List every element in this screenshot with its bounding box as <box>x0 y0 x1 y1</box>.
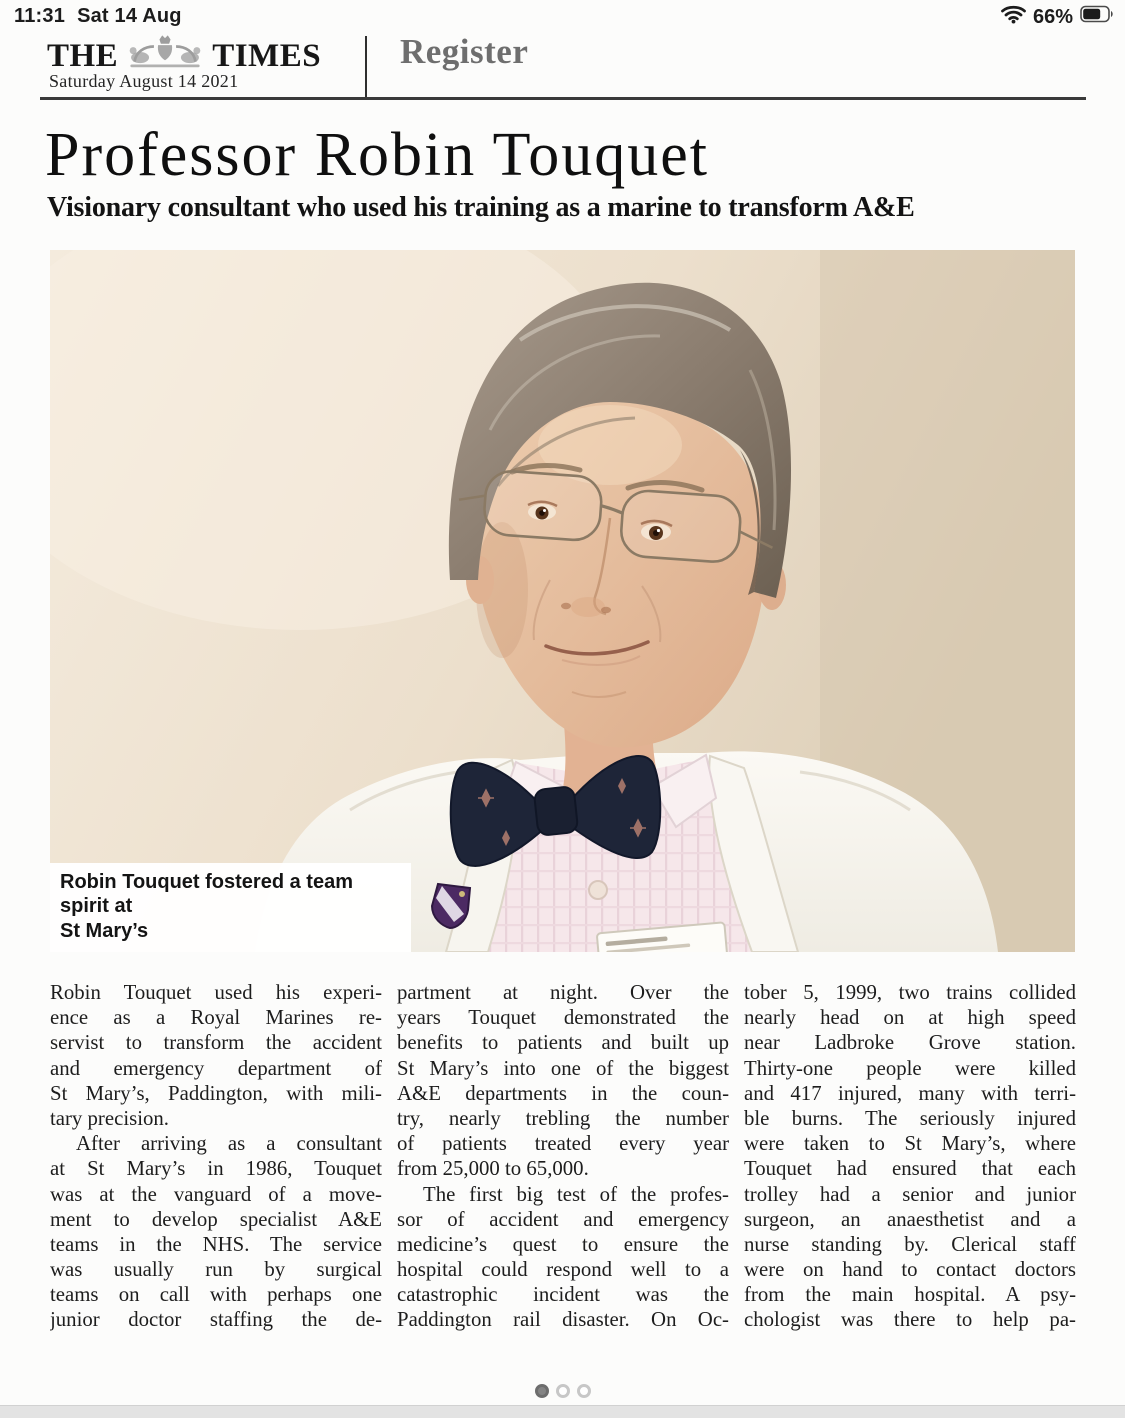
photo-caption-line2: St Mary’s <box>60 919 149 942</box>
body-text-line: and 417 injured, many with terri- <box>744 1081 1076 1105</box>
body-text-line: from 25,000 to 65,000. <box>397 1157 589 1181</box>
article-photo <box>50 250 1075 952</box>
body-text-line: teams on call with perhaps one <box>50 1283 382 1307</box>
battery-percent: 66% <box>1032 5 1073 28</box>
masthead-times: TIMES <box>212 38 322 74</box>
article-subheadline: Visionary consultant who used his training as a marine to transform A&E <box>47 192 915 223</box>
section-title: Register <box>400 32 529 71</box>
body-text-line: tober 5, 1999, two trains collided <box>744 981 1076 1004</box>
body-text-line: catastrophic incident was the <box>397 1283 729 1307</box>
body-text-line: at St Mary’s in 1986, Touquet <box>50 1157 382 1181</box>
page-dot-1[interactable] <box>535 1384 549 1398</box>
status-time-date <box>14 5 182 28</box>
status-time: 11:31 <box>14 5 66 27</box>
body-text-line: chologist was there to help pa- <box>744 1308 1076 1332</box>
article-column-1 <box>50 981 382 1334</box>
body-text-line: After arriving as a consultant <box>76 1132 382 1156</box>
photo-caption <box>50 863 411 952</box>
body-text-line: servist to transform the accident <box>50 1031 382 1055</box>
body-text-line: junior doctor staffing the de- <box>50 1308 382 1332</box>
body-text-line: and emergency department of <box>50 1056 382 1080</box>
body-text-line: were on hand to contact doctors <box>744 1258 1076 1282</box>
body-text-line: Touquet had ensured that each <box>744 1157 1076 1181</box>
body-text-line: try, nearly trebling the number <box>397 1106 729 1130</box>
body-text-line: A&E departments in the coun- <box>397 1081 729 1105</box>
body-text-line: ence as a Royal Marines re- <box>50 1006 382 1030</box>
body-text-line: of patients treated every year <box>397 1132 729 1156</box>
article-headline: Professor Robin Touquet <box>45 121 709 189</box>
masthead-divider <box>365 36 367 97</box>
wifi-icon <box>1001 4 1026 30</box>
body-text-line: medicine’s quest to ensure the <box>397 1232 729 1256</box>
body-text-line: from the main hospital. A psy- <box>744 1283 1076 1307</box>
portrait-illustration <box>50 250 1075 952</box>
body-text-line: nearly head on at high speed <box>744 1006 1076 1030</box>
body-text-line: sor of accident and emergency <box>397 1207 729 1231</box>
body-text-line: St Mary’s into one of the biggest <box>397 1056 729 1080</box>
masthead-rule <box>40 97 1086 100</box>
article-columns <box>50 981 1076 1334</box>
page-dot-2[interactable] <box>556 1384 570 1398</box>
body-text-line: near Ladbroke Grove station. <box>744 1031 1076 1055</box>
body-text-line: partment at night. Over the <box>397 981 729 1004</box>
status-bar <box>0 0 1125 32</box>
body-text-line: surgeon, an anaesthetist and a <box>744 1207 1076 1231</box>
status-date: Sat 14 Aug <box>77 5 182 27</box>
page-indicator <box>535 1384 591 1398</box>
article-column-3 <box>744 981 1076 1334</box>
body-text-line: was usually run by surgical <box>50 1258 382 1282</box>
body-text-line: tary precision. <box>50 1106 169 1130</box>
body-text-line: Thirty-one people were killed <box>744 1056 1076 1080</box>
body-text-line: were taken to St Mary’s, where <box>744 1132 1076 1156</box>
status-indicators <box>1001 4 1115 30</box>
body-text-line: teams in the NHS. The service <box>50 1232 382 1256</box>
masthead-date: Saturday August 14 2021 <box>49 71 239 91</box>
masthead-the: THE <box>47 38 119 74</box>
photo-caption-line1: Robin Touquet fostered a team spirit at <box>60 870 353 918</box>
page-dot-3[interactable] <box>577 1384 591 1398</box>
body-text-line: years Touquet demonstrated the <box>397 1006 729 1030</box>
body-text-line: was at the vanguard of a move- <box>50 1182 382 1206</box>
body-text-line: Paddington rail disaster. On Oc- <box>397 1308 729 1332</box>
body-text-line: ble burns. The seriously injured <box>744 1106 1076 1130</box>
article-column-2 <box>397 981 729 1334</box>
body-text-line: St Mary’s, Paddington, with mili- <box>50 1081 382 1105</box>
bottom-bar <box>0 1405 1125 1418</box>
body-text-line: benefits to patients and built up <box>397 1031 729 1055</box>
battery-icon <box>1080 5 1115 29</box>
body-text-line: trolley had a senior and junior <box>744 1182 1076 1206</box>
body-text-line: Robin Touquet used his experi- <box>50 981 382 1004</box>
body-text-line: The first big test of the profes- <box>423 1182 729 1206</box>
body-text-line: ment to develop specialist A&E <box>50 1207 382 1231</box>
body-text-line: hospital could respond well to a <box>397 1258 729 1282</box>
body-text-line: nurse standing by. Clerical staff <box>744 1232 1076 1256</box>
